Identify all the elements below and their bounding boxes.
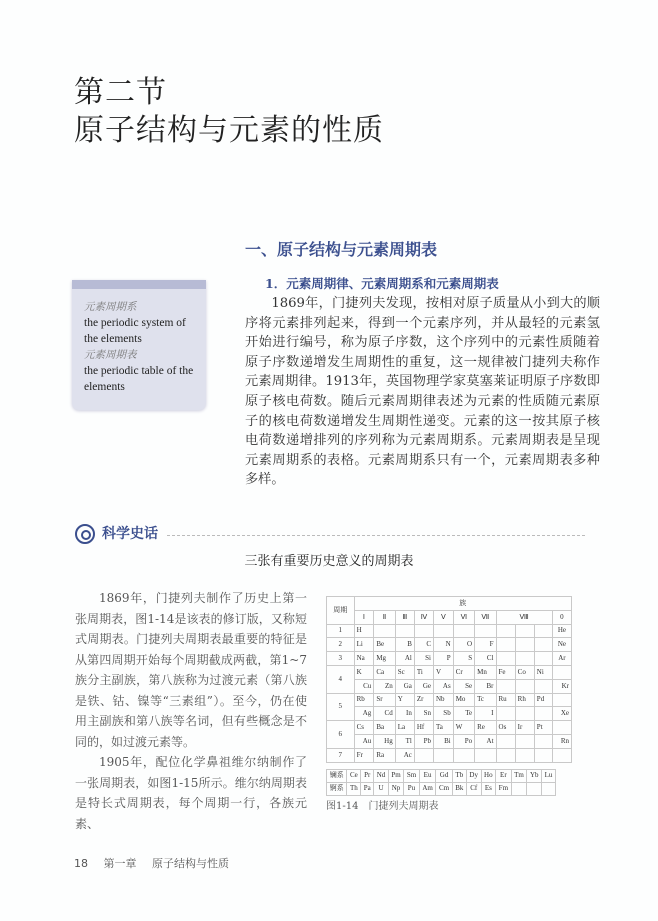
element-cell: Si [414,652,433,666]
table-row [327,693,572,707]
element-cell: Ir [515,721,534,735]
table-row [327,610,572,624]
chapter-label: 第一章 [103,857,137,870]
paragraph: 1905年，配位化学鼻祖维尔纳制作了一张周期表，如图1-15所示。维尔纳周期表是特长式周期表，每个周期一行，各族元素、 [75,755,307,831]
element-cell: Br [475,679,496,693]
page-number: 18 [74,857,88,870]
element-cell: Cu [354,679,374,693]
table-row [327,638,572,652]
element-cell: Xe [552,707,571,721]
element-cell: Pu [404,782,419,795]
element-cell [496,624,515,638]
glossary-sidebar [72,280,206,410]
period-number: 6 [327,721,355,749]
element-cell: Sc [395,665,414,679]
table-row [327,721,572,735]
element-cell: Na [354,652,374,666]
mendeleev-periodic-table [326,596,572,813]
element-cell: P [434,652,454,666]
element-cell [515,734,534,748]
group-column-header: Ⅴ [434,610,454,624]
science-history-text [75,588,307,834]
periodic-table-series [326,769,556,796]
element-cell: Hg [374,734,395,748]
element-cell: Gd [436,769,452,782]
element-cell: Mg [374,652,395,666]
element-cell [475,624,496,638]
element-cell [515,707,534,721]
science-history-label: 科学史话 [102,526,158,542]
element-cell: Tc [475,693,496,707]
table-row [327,769,556,782]
period-number: 5 [327,693,355,721]
element-cell: Nb [434,693,454,707]
period-number: 4 [327,665,355,693]
element-cell [414,748,433,762]
element-cell: Np [388,782,403,795]
periodic-table-main [326,596,572,763]
element-cell: N [434,638,454,652]
element-cell: Ti [414,665,433,679]
paragraph-1: 1869年，门捷列夫发现，按相对原子质量从小到大的顺序将元素排列起来，得到一个元素序列，并从最轻的元素氢开始进行编号，称为原子序数，这个序列中的元素性质随着原子序数递增发生周期性的重复，这一规律被门捷列夫称作元素周期律。1913年，英国物理学家莫塞莱证明原子序数即原子核电荷数。随后元素周期律表述为元素的性质随元素原子的核电荷数递增发生周期性递变。元素的这一按其原子核电荷数递增排列的序列称为元素周期系。元素周期表是呈现元素周期系的表格。元素周期系只有一个，元素周期表多种多样。 [245,296,600,488]
element-cell: S [453,652,474,666]
element-cell: Ru [496,693,515,707]
element-cell [552,721,571,735]
period-number: 2 [327,638,355,652]
element-cell: Pt [534,721,552,735]
period-header: 周期 [327,597,355,625]
group-column-header: Ⅵ [453,610,474,624]
group-column-header: Ⅷ [496,610,552,624]
element-cell: Be [374,638,395,652]
term-zh: 元素周期系 [84,301,137,313]
page-footer [74,857,241,871]
element-cell: Pm [388,769,403,782]
element-cell: Fe [496,665,515,679]
element-cell [434,748,454,762]
section-label: 第二节 [74,75,167,110]
element-cell: Mn [475,665,496,679]
element-cell: I [475,707,496,721]
element-cell: Se [453,679,474,693]
element-cell: Ta [434,721,454,735]
element-cell: Cl [475,652,496,666]
element-cell: Am [419,782,436,795]
element-cell: Rh [515,693,534,707]
element-cell: Li [354,638,374,652]
element-cell: Ho [481,769,496,782]
element-cell: Ga [395,679,414,693]
period-number: 7 [327,748,355,762]
element-cell [511,782,527,795]
element-cell [552,693,571,707]
element-cell: Mo [453,693,474,707]
element-cell: Ac [395,748,414,762]
element-cell: As [434,679,454,693]
element-cell [496,707,515,721]
element-cell [542,782,556,795]
element-cell: Pb [414,734,433,748]
heading-1: 一、原子结构与元素周期表 [245,240,438,259]
element-cell [374,624,395,638]
element-cell: Eu [419,769,436,782]
element-cell [515,652,534,666]
element-cell: Pd [534,693,552,707]
element-cell [534,734,552,748]
element-cell: Es [481,782,496,795]
term-zh: 元素周期表 [84,349,137,361]
group-column-header: Ⅱ [374,610,395,624]
table-row [327,734,572,748]
table-row [327,597,572,611]
element-cell [534,748,552,762]
table-row [327,652,572,666]
series-label: 镧系 [327,769,347,782]
element-cell: Ni [534,665,552,679]
element-cell: Rn [552,734,571,748]
element-cell: K [354,665,374,679]
element-cell: Fm [496,782,511,795]
element-cell: At [475,734,496,748]
element-cell: Bk [452,782,466,795]
element-cell: V [434,665,454,679]
element-cell: Re [475,721,496,735]
element-cell [496,652,515,666]
term-en: the periodic table of the elements [84,365,194,393]
element-cell: C [414,638,433,652]
element-cell [552,748,571,762]
element-cell: Po [453,734,474,748]
period-number: 1 [327,624,355,638]
element-cell: Nd [374,769,389,782]
element-cell [534,638,552,652]
element-cell: Hf [414,721,433,735]
chapter-title: 原子结构与性质 [152,857,229,870]
section-title: 原子结构与元素的性质 [74,113,384,148]
element-cell: Cf [466,782,481,795]
element-cell: Zr [414,693,433,707]
element-cell [496,638,515,652]
element-cell: O [453,638,474,652]
science-history-header [75,524,585,546]
group-column-header: Ⅶ [475,610,496,624]
dashed-divider [167,535,585,536]
group-column-header: Ⅳ [414,610,433,624]
element-cell: Al [395,652,414,666]
element-cell: F [475,638,496,652]
paragraph: 1869年，门捷列夫制作了历史上第一张周期表，图1-14是该表的修订版，又称短式周期表。门捷列夫周期表最重要的特征是从第四周期开始每个周期截成两截，第1~7族分主副族，第八族称为过渡元素（第八族是铁、钴、镍等“三素组”）。至今，仍在使用主副族和第八族等名词，但有些概念是不同的，如过渡元素等。 [75,591,307,749]
element-cell: Er [496,769,511,782]
element-cell [534,679,552,693]
element-cell: Tb [452,769,466,782]
series-label: 锕系 [327,782,347,795]
science-history-title: 三张有重要历史意义的周期表 [244,554,414,569]
element-cell [414,624,433,638]
element-cell [515,624,534,638]
table-row [327,782,556,795]
element-cell: Ag [354,707,374,721]
element-cell: W [453,721,474,735]
table-row [327,748,572,762]
element-cell [515,638,534,652]
group-column-header: Ⅲ [395,610,414,624]
element-cell: Lu [542,769,556,782]
element-cell: Pr [361,769,374,782]
element-cell: Fr [354,748,374,762]
element-cell: Au [354,734,374,748]
element-cell: Ce [347,769,361,782]
element-cell [515,679,534,693]
element-cell: Sn [414,707,433,721]
table-row [327,679,572,693]
element-cell: Cs [354,721,374,735]
element-cell: Tm [511,769,527,782]
term-en: the periodic system of the elements [84,317,186,345]
element-cell [534,707,552,721]
element-cell: Bi [434,734,454,748]
element-cell: Th [347,782,361,795]
element-cell [496,679,515,693]
element-cell: He [552,624,571,638]
element-cell [496,748,515,762]
element-cell: Pa [361,782,374,795]
group-header: 族 [354,597,571,611]
element-cell: Dy [466,769,481,782]
period-number: 3 [327,652,355,666]
element-cell: Sm [404,769,419,782]
element-cell: Cm [436,782,452,795]
element-cell: Yb [527,769,542,782]
sidebar-header-bar [72,280,206,289]
element-cell: Os [496,721,515,735]
element-cell: Ne [552,638,571,652]
figure-caption: 图1-14 门捷列夫周期表 [326,800,439,812]
group-column-header: Ⅰ [354,610,374,624]
element-cell: Ar [552,652,571,666]
table-row [327,624,572,638]
element-cell [534,652,552,666]
element-cell [434,624,454,638]
element-cell: Ba [374,721,395,735]
element-cell: Co [515,665,534,679]
element-cell: U [374,782,389,795]
group-column-header: 0 [552,610,571,624]
element-cell: Ge [414,679,433,693]
element-cell [453,624,474,638]
element-cell [534,624,552,638]
magnifier-icon [75,524,95,544]
table-row [327,707,572,721]
element-cell: Sb [434,707,454,721]
element-cell: Zn [374,679,395,693]
element-cell: In [395,707,414,721]
element-cell [453,748,474,762]
element-cell [515,748,534,762]
element-cell: Cd [374,707,395,721]
table-row [327,665,572,679]
element-cell: Sr [374,693,395,707]
element-cell: Tl [395,734,414,748]
element-cell: B [395,638,414,652]
element-cell: Kr [552,679,571,693]
element-cell: Rb [354,693,374,707]
element-cell: Ca [374,665,395,679]
subheading-1: 1．元素周期律、元素周期系和元素周期表 [265,276,499,291]
element-cell [552,665,571,679]
element-cell [496,734,515,748]
element-cell: Ra [374,748,395,762]
element-cell [527,782,542,795]
element-cell: Y [395,693,414,707]
element-cell: H [354,624,374,638]
element-cell: Te [453,707,474,721]
element-cell [475,748,496,762]
element-cell [395,624,414,638]
element-cell: La [395,721,414,735]
element-cell: Cr [453,665,474,679]
